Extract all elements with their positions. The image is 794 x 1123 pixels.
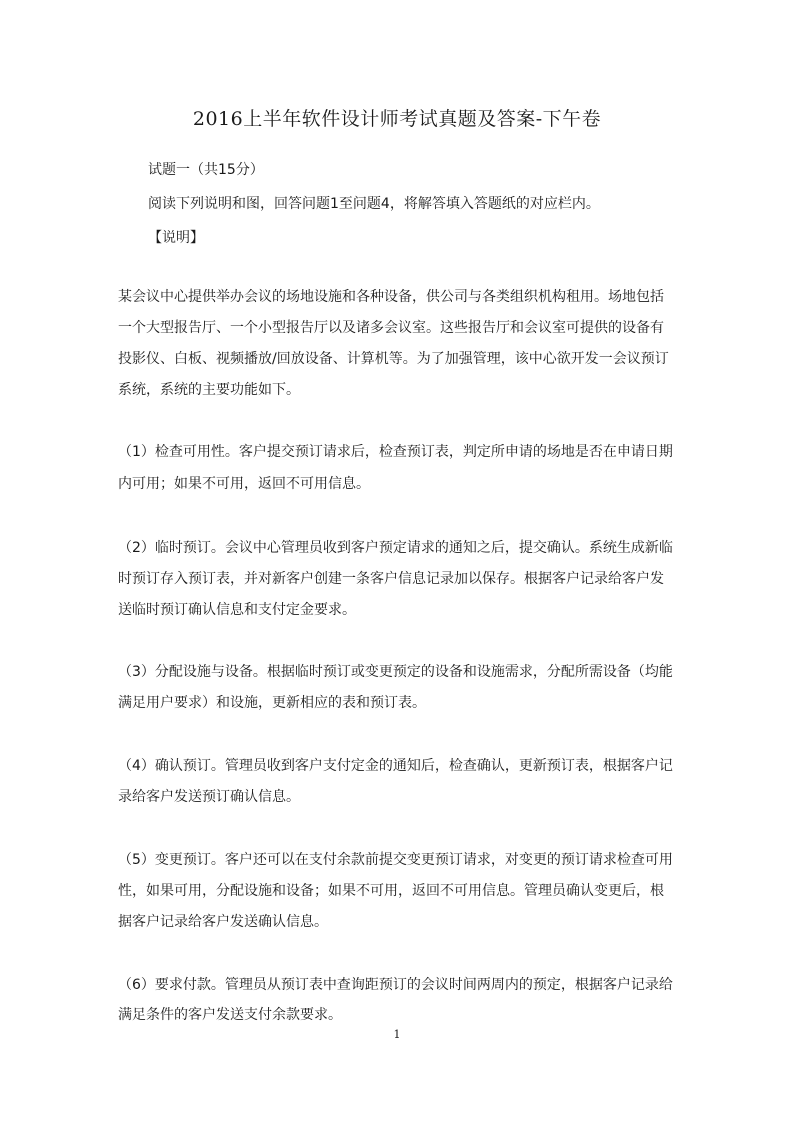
item-5-line: 性，如果可用，分配设施和设备；如果不可用，返回不可用信息。管理员确认变更后，根 <box>118 883 664 899</box>
intro-line: 系统，系统的主要功能如下。 <box>118 382 300 398</box>
section-label: 【说明】 <box>148 230 204 246</box>
intro-line: 某会议中心提供举办会议的场地设施和各种设备，供公司与各类组织机构租用。场地包括 <box>118 289 664 305</box>
item-2-line: （2）临时预订。会议中心管理员收到客户预定请求的通知之后，提交确认。系统生成新临 <box>118 540 673 556</box>
item-6-line: （6）要求付款。管理员从预订表中查询距预订的会议时间两周内的预定，根据客户记录给 <box>118 977 673 993</box>
item-4-line: （4）确认预订。管理员收到客户支付定金的通知后，检查确认，更新预订表，根据客户记 <box>118 758 673 774</box>
item-6-line: 满足条件的客户发送支付余款要求。 <box>118 1007 342 1023</box>
question-heading: 试题一（共15分） <box>148 162 264 178</box>
item-2-line: 时预订存入预订表，并对新客户创建一条客户信息记录加以保存。根据客户记录给客户发 <box>118 571 664 587</box>
page-number: 1 <box>393 1028 401 1041</box>
item-5-line: （5）变更预订。客户还可以在支付余款前提交变更预订请求，对变更的预订请求检查可用 <box>118 852 673 868</box>
intro-line: 一个大型报告厅、一个小型报告厅以及诸多会议室。这些报告厅和会议室可提供的设备有 <box>118 320 664 336</box>
item-5-line: 据客户记录给客户发送确认信息。 <box>118 914 328 930</box>
item-1-line: （1）检查可用性。客户提交预订请求后，检查预订表，判定所申请的场地是否在申请日期 <box>118 444 673 460</box>
item-4-line: 录给客户发送预订确认信息。 <box>118 789 300 805</box>
item-3-line: 满足用户要求）和设施，更新相应的表和预订表。 <box>118 695 426 711</box>
item-3-line: （3）分配设施与设备。根据临时预订或变更预定的设备和设施需求，分配所需设备（均能 <box>118 664 673 680</box>
item-1-line: 内可用；如果不可用，返回不可用信息。 <box>118 476 370 492</box>
instruction-text: 阅读下列说明和图，回答问题1至问题4，将解答填入答题纸的对应栏内。 <box>148 196 600 212</box>
item-2-line: 送临时预订确认信息和支付定金要求。 <box>118 602 356 618</box>
document-title: 2016上半年软件设计师考试真题及答案-下午卷 <box>192 108 602 130</box>
intro-line: 投影仪、白板、视频播放/回放设备、计算机等。为了加强管理，该中心欲开发一会议预订 <box>118 351 669 367</box>
